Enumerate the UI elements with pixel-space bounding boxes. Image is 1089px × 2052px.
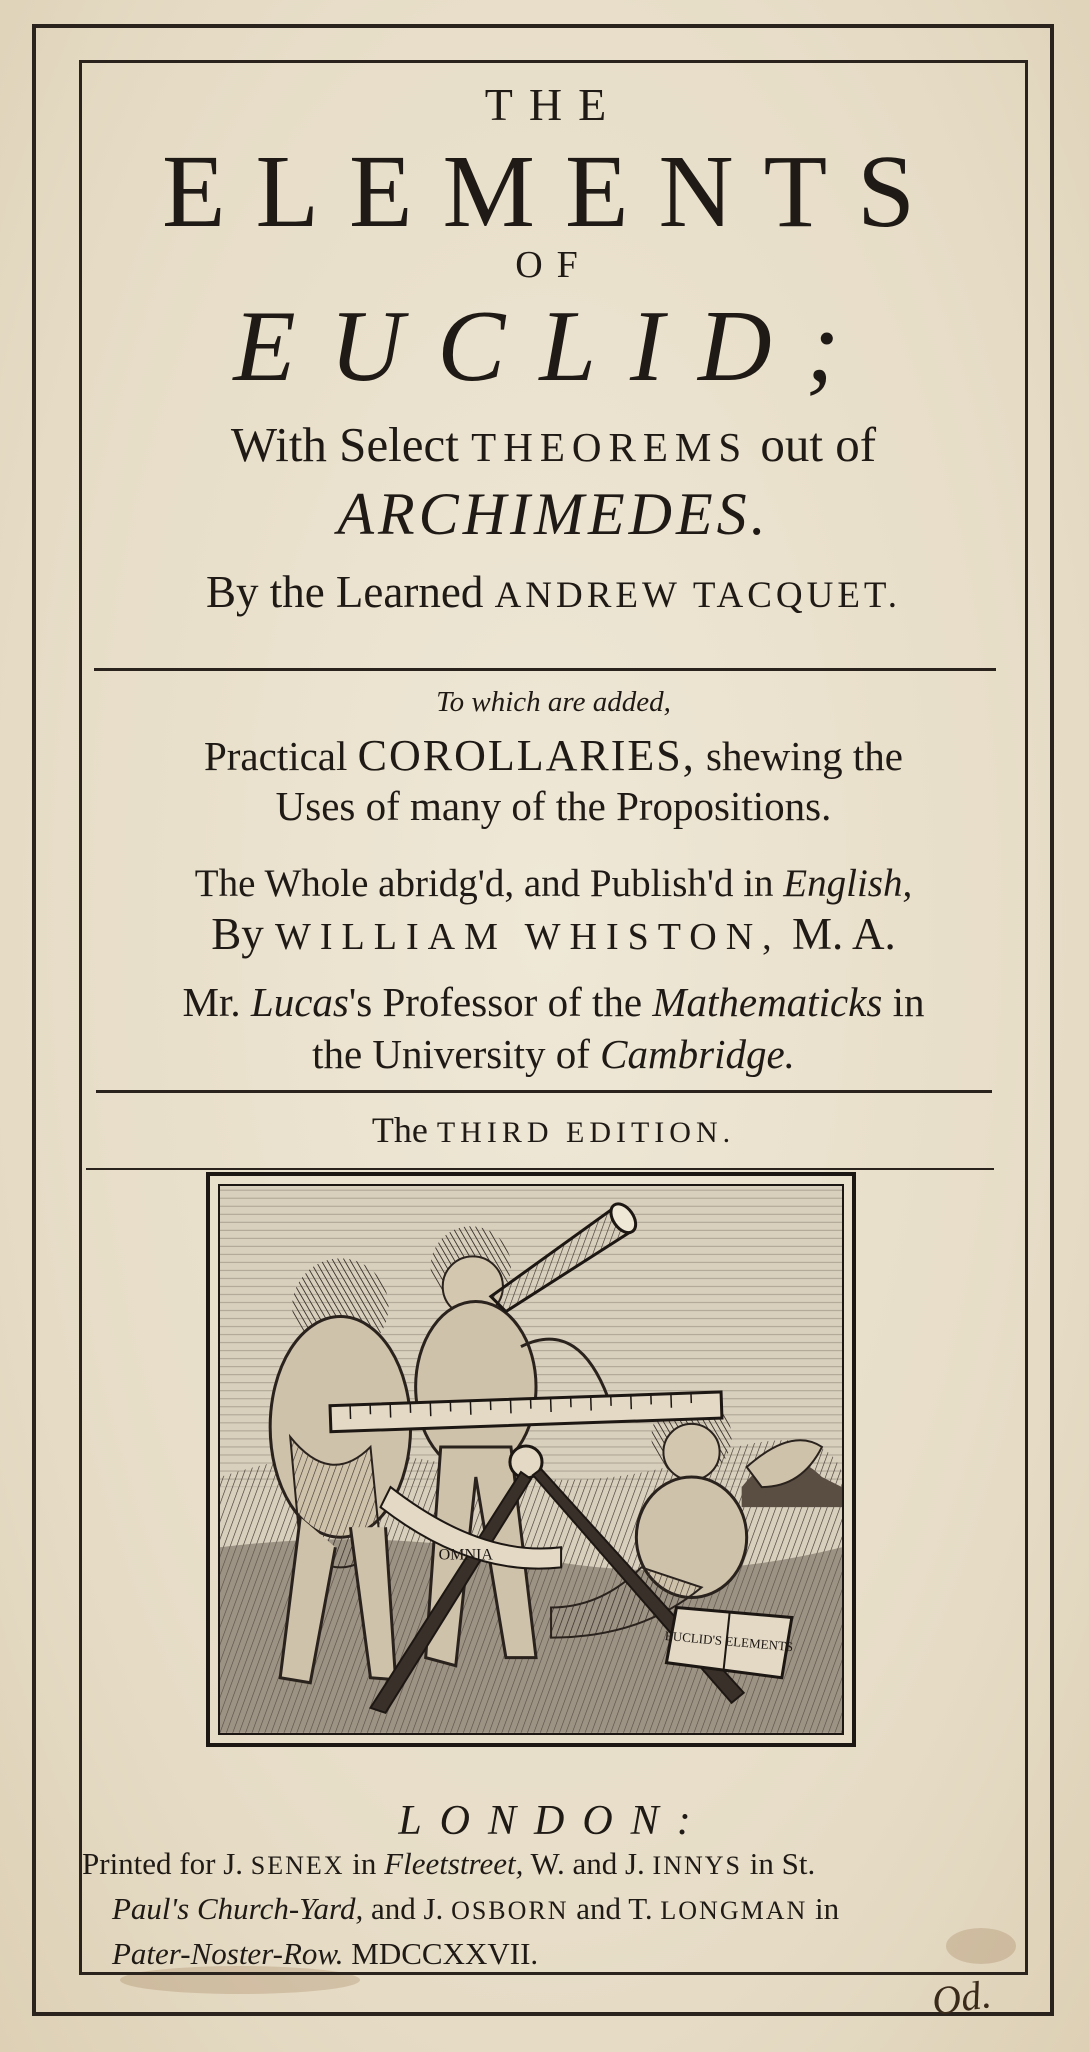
author-name: ANDREW TACQUET. bbox=[494, 575, 902, 616]
title-archimedes: ARCHIMEDES. bbox=[337, 481, 770, 547]
frontispiece-engraving bbox=[206, 1172, 856, 1747]
university-text: the University of bbox=[312, 1031, 590, 1077]
by-text: By bbox=[211, 909, 264, 959]
scroll-text: OMNIA bbox=[438, 1546, 493, 1564]
in-text: in bbox=[892, 979, 925, 1025]
edition-the: The bbox=[371, 1110, 428, 1150]
place-pater-noster: Pater-Noster-Row. bbox=[112, 1935, 344, 1971]
imprint-text: in bbox=[352, 1846, 377, 1881]
rule-divider bbox=[94, 668, 996, 671]
english-text: English, bbox=[783, 862, 913, 905]
subtitle-select-theorems bbox=[82, 417, 1025, 472]
professor-text: 's Professor of the bbox=[348, 979, 643, 1025]
rule-divider bbox=[86, 1168, 994, 1170]
rule-divider bbox=[96, 1090, 992, 1093]
book-text: EUCLID'S ELEMENTS bbox=[664, 1628, 794, 1655]
imprint-text: Printed for J. bbox=[82, 1846, 244, 1881]
out-of-text: out of bbox=[760, 417, 877, 472]
imprint-text: in St. bbox=[749, 1846, 816, 1881]
title-elements: ELEMENTS bbox=[161, 134, 946, 249]
abridged-line bbox=[82, 864, 1025, 903]
imprint-block bbox=[82, 1842, 1025, 1977]
translator-name: WILLIAM WHISTON, bbox=[275, 916, 781, 958]
university-line bbox=[82, 1031, 1025, 1077]
imprint-text: and J. bbox=[370, 1890, 444, 1926]
handwritten-shelfmark: Od. bbox=[929, 1971, 994, 2024]
imprint-year: MDCCXXVII. bbox=[351, 1935, 539, 1971]
title-euclid: EUCLID; bbox=[233, 290, 874, 403]
printer-longman: LONGMAN bbox=[660, 1895, 808, 1925]
engraving-frame bbox=[218, 1184, 844, 1735]
degree-text: M. A. bbox=[791, 909, 896, 959]
author-line bbox=[82, 567, 1025, 617]
whole-text: The Whole abridg'd, and Publish'd in bbox=[194, 862, 774, 905]
imprint-text: and T. bbox=[576, 1890, 653, 1926]
edition-text: THIRD EDITION. bbox=[436, 1116, 736, 1149]
mr-text: Mr. bbox=[182, 979, 241, 1025]
practical-corollaries-line bbox=[82, 731, 1025, 780]
imprint-line-2 bbox=[82, 1887, 1025, 1932]
lucas-text: Lucas bbox=[250, 979, 349, 1025]
uses-line: Uses of many of the Propositions. bbox=[275, 783, 832, 829]
practical-text: Practical bbox=[203, 733, 348, 779]
to-which-are-added: To which are added, bbox=[436, 686, 671, 718]
by-the-learned: By the Learned bbox=[205, 567, 484, 617]
imprint-text: in bbox=[815, 1890, 840, 1926]
professor-line bbox=[82, 979, 1025, 1025]
title-the: THE bbox=[484, 79, 623, 130]
translator-line bbox=[82, 909, 1025, 959]
mathematicks-text: Mathematicks bbox=[652, 979, 883, 1025]
engraving-illustration bbox=[220, 1186, 842, 1733]
edition-line bbox=[82, 1112, 1025, 1148]
corollaries-text: COROLLARIES, bbox=[357, 731, 696, 780]
title-of: OF bbox=[515, 244, 592, 286]
with-select-text: With Select bbox=[230, 417, 459, 472]
imprint-city: LONDON: bbox=[398, 1798, 709, 1844]
imprint-text: W. and J. bbox=[530, 1846, 645, 1881]
imprint-line-1 bbox=[82, 1842, 1025, 1887]
cambridge-text: Cambridge. bbox=[600, 1031, 795, 1077]
theorems-text: THEOREMS bbox=[471, 424, 749, 470]
shewing-text: shewing the bbox=[706, 733, 904, 779]
printer-innys: INNYS bbox=[652, 1851, 742, 1880]
printer-senex: SENEX bbox=[250, 1851, 345, 1880]
imprint-line-3 bbox=[82, 1932, 1025, 1977]
printer-osborn: OSBORN bbox=[451, 1895, 569, 1925]
place-fleetstreet: Fleetstreet, bbox=[384, 1846, 524, 1881]
place-pauls: Paul's Church-Yard, bbox=[112, 1890, 364, 1926]
